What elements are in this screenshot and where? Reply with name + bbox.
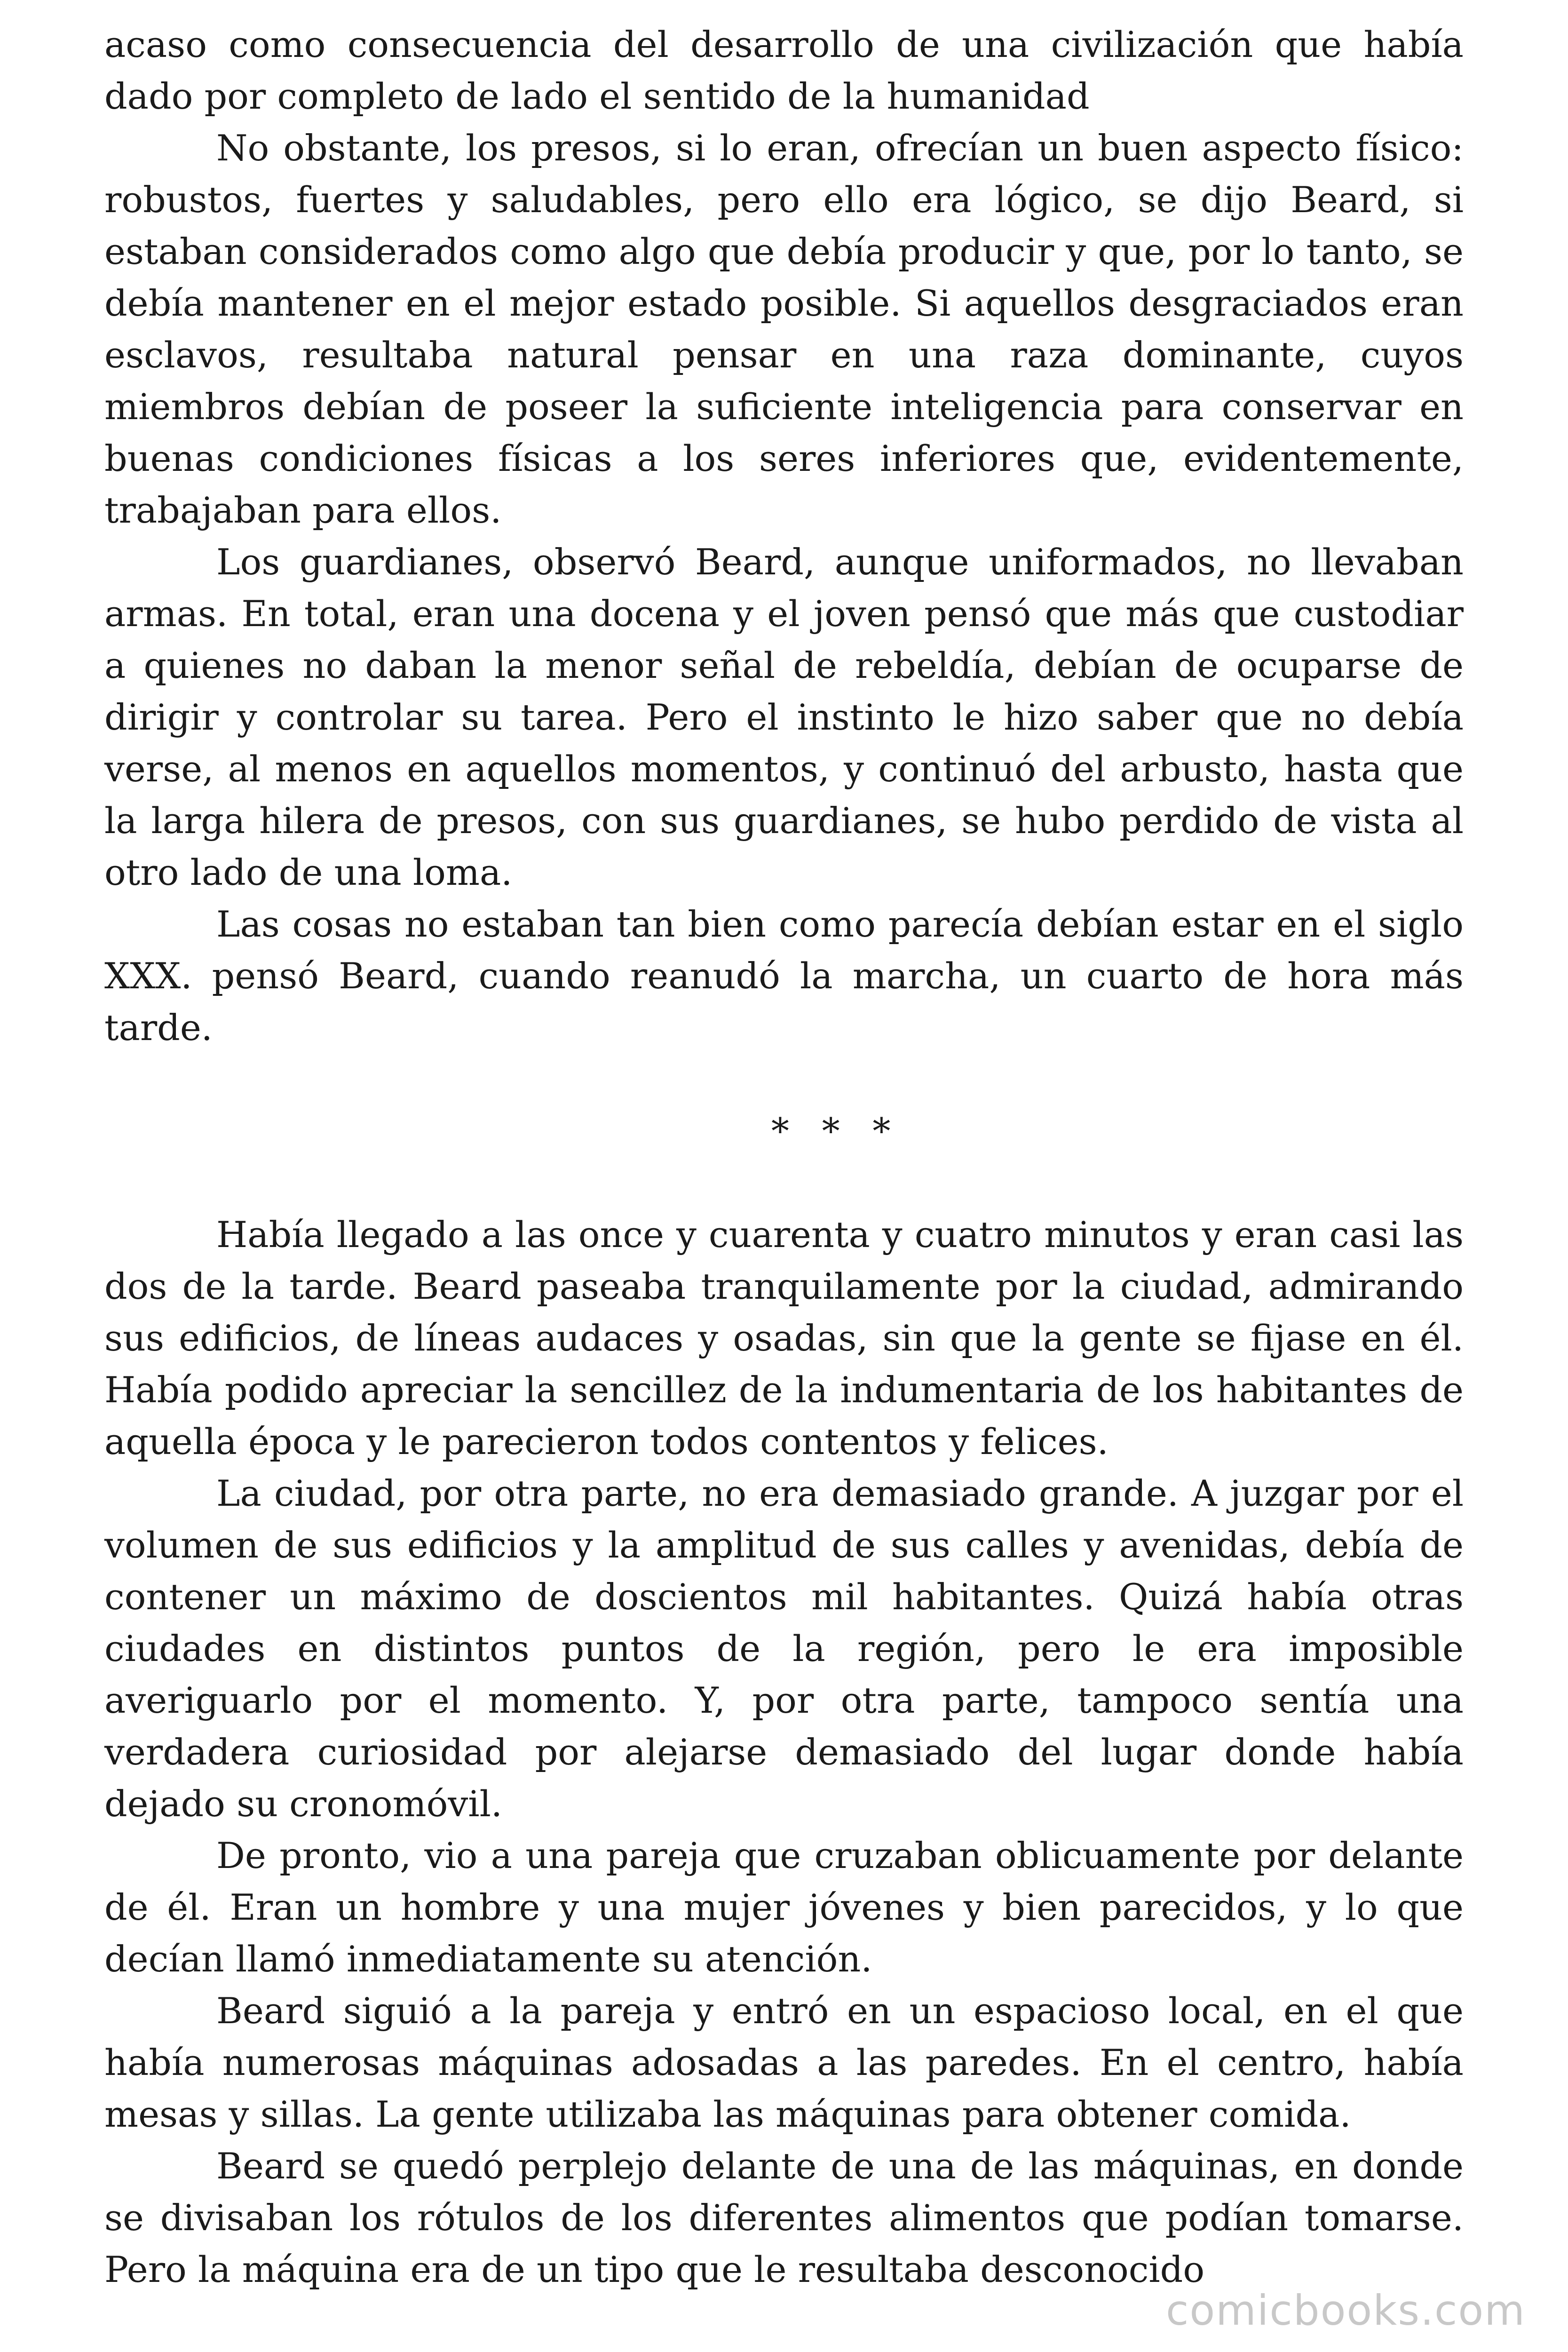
- page-body: [104, 19, 1464, 2296]
- paragraph: Había llegado a las once y cuarenta y cuatro minutos y eran casi las dos de la tarde. Beard paseaba tranquilamente por la ciudad, admirando sus edificios, de líneas audaces y osadas, sin que la gente se fijase en él. Había podido apreciar la sencillez de la indumentaria de los habitantes de aquella época y le parecieron todos contentos y felices.: [104, 1214, 1464, 1462]
- paragraph: No obstante, los presos, si lo eran, ofrecían un buen aspecto físico: robustos, fuertes y saludables, pero ello era lógico, se dijo Beard, si estaban considerados como algo que debía producir y que, por lo tanto, se debía mantener en el mejor estado posible. Si aquellos desgraciados eran esclavos, resultaba natural pensar en una raza dominante, cuyos miembros debían de poseer la suficiente inteligencia para conservar en buenas condiciones físicas a los seres inferiores que, evidentemente, trabajaban para ellos.: [104, 127, 1464, 531]
- paragraph: De pronto, vio a una pareja que cruzaban oblicuamente por delante de él. Eran un hombre y una mujer jóvenes y bien parecidos, y lo que decían llamó inmediatamente su atención.: [104, 1835, 1464, 1980]
- watermark: comicbooks.com: [1165, 2286, 1526, 2335]
- paragraph: La ciudad, por otra parte, no era demasiado grande. A juzgar por el volumen de sus edificios y la amplitud de sus calles y avenidas, debía de contener un máximo de doscientos mil habitantes. Quizá había otras ciudades en distintos puntos de la región, pero le era imposible averiguarlo por el momento. Y, por otra parte, tampoco sentía una verdadera curiosidad por alejarse demasiado del lugar donde había dejado su cronomóvil.: [104, 1472, 1464, 1825]
- paragraph: acaso como consecuencia del desarrollo de una civilización que había dado por completo de lado el sentido de la humanidad: [104, 24, 1464, 117]
- paragraph: Las cosas no estaban tan bien como parecía debían estar en el siglo XXX. pensó Beard, cuando reanudó la marcha, un cuarto de hora más tarde.: [104, 903, 1464, 1049]
- paragraph: Los guardianes, observó Beard, aunque uniformados, no llevaban armas. En total, eran una docena y el joven pensó que más que custodiar a quienes no daban la menor señal de rebeldía, debían de ocuparse de dirigir y controlar su tarea. Pero el instinto le hizo saber que no debía verse, al menos en aquellos momentos, y continuó del arbusto, hasta que la larga hilera de presos, con sus guardianes, se hubo perdido de vista al otro lado de una loma.: [104, 541, 1464, 893]
- paragraph: Beard se quedó perplejo delante de una de las máquinas, en donde se divisaban los rótulos de los diferentes alimentos que podían tomarse. Pero la máquina era de un tipo que le resultaba desconocido: [104, 2145, 1464, 2290]
- paragraph: Beard siguió a la pareja y entró en un espacioso local, en el que había numerosas máquinas adosadas a las paredes. En el centro, había mesas y sillas. La gente utilizaba las máquinas para obtener comida.: [104, 1990, 1464, 2135]
- section-separator: * * *: [771, 1110, 902, 1152]
